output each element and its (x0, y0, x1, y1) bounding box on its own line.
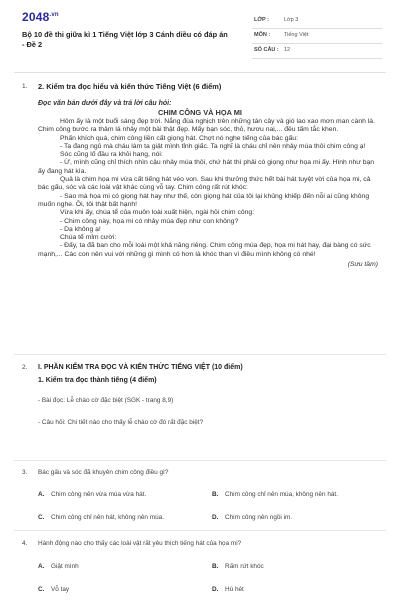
reading-text: - Bài đọc: Lễ chào cờ đặc biệt (SGK - trang 8,9) (38, 397, 174, 404)
story-source: (Sưu tầm) (347, 261, 378, 269)
page-title: Bộ 10 đề thi giữa kì 1 Tiếng Việt lớp 3 Cánh diều có đáp án - Đề 2 (22, 30, 228, 49)
meta-label: LỚP : (254, 17, 269, 23)
option-text: Vỗ tay (51, 586, 70, 593)
page-header (0, 0, 400, 62)
question-number: 3. (22, 469, 28, 476)
meta-row-subject (252, 29, 382, 44)
option-b[interactable] (212, 491, 338, 498)
story-paragraph: Sóc cũng lố đầu ra khỏi hang, nói: (60, 151, 163, 159)
option-text: Chim công chỉ nên hát, không nên múa. (51, 514, 164, 521)
question-number: 2. (22, 364, 28, 371)
story-paragraph: - Đấy, ta đã ban cho mỗi loài một khả năng riêng. Chim công múa đẹp, họa mi hát hay, đại bàng có sức mạnh,... Các con nên vui với những gì mình có hơn là khóc than vì điều mình không có nhé! (38, 242, 371, 258)
option-letter: B. (212, 563, 219, 570)
story-paragraph: Quả là chim họa mi vừa cất tiếng hát véo von. Sau khi thưởng thức hết bài hát tuyệt vời của họa mi, cả bác gấu, sóc và các loài vật khác cùng vỗ tay. Chim công rất rút khóc: (38, 176, 371, 192)
option-text: Chim công nên vừa múa vừa hát. (51, 491, 147, 498)
option-text: Chim công chỉ nên múa, không nên hát. (225, 491, 338, 498)
divider (14, 530, 386, 531)
section-subtitle: 1. Kiểm tra đọc thành tiếng (4 điểm) (38, 377, 157, 384)
section-title: I. PHẦN KIỂM TRA ĐỌC VÀ KIẾN THỨC TIẾNG VIỆT (10 điểm) (38, 364, 243, 371)
meta-value: Lớp 3 (284, 17, 299, 23)
story-text (38, 118, 378, 269)
question-text: Bác gấu và sóc đã khuyên chim công điều gì? (38, 469, 169, 476)
option-b[interactable] (212, 563, 264, 570)
option-a[interactable] (38, 563, 79, 570)
divider (14, 72, 386, 73)
story-paragraph: - Ừ, mình cũng chỉ thích nhìn cậu nhảy múa thôi, chứ hát thì phải có giọng như họa mi ấy. Hình như bạn ấy đang hát kìa. (38, 159, 375, 175)
story-title: CHIM CÔNG VÀ HỌA MI (158, 108, 242, 117)
divider (14, 354, 386, 355)
question-number: 4. (22, 540, 28, 547)
option-d[interactable] (212, 514, 292, 521)
story-paragraph: - Chim công này, họa mi có nhảy múa đẹp như con không? (60, 217, 239, 225)
option-letter: D. (212, 514, 219, 521)
option-text: Rấm rứt khóc (225, 563, 264, 570)
logo-text: 2048 (22, 10, 50, 24)
option-letter: C. (38, 514, 45, 521)
meta-row-grade (252, 14, 382, 29)
option-text: Chim công nên ngồi im. (225, 514, 293, 521)
option-d[interactable] (212, 586, 244, 593)
logo-suffix: .vn (49, 12, 59, 18)
question-text: Hành động nào cho thấy các loài vật rất yêu thích tiếng hát của họa mi? (38, 540, 242, 547)
meta-value: Tiếng Việt (284, 32, 309, 38)
option-letter: B. (212, 491, 219, 498)
story-paragraph: - Sao mà họa mi có giọng hát hay như thế, còn giọng hát của tôi lại khủng khiếp đến nỗi ai cũng không muốn nghe. Ôi, tôi thật bất hạnh! (38, 192, 370, 208)
story-paragraph: Chúa tể mỉm cười: (60, 234, 117, 242)
meta-row-count (252, 44, 382, 59)
section-title: 2. Kiểm tra đọc hiểu và kiến thức Tiếng Việt (6 điểm) (38, 82, 222, 91)
meta-value: 12 (284, 47, 291, 53)
story-paragraph: Phấn khích quá, chim công liền cất giọng hát. Chợt nó nghe tiếng của bác gấu: (60, 134, 298, 142)
option-text: Giật mình (51, 563, 79, 570)
option-letter: C. (38, 586, 45, 593)
story-paragraph: Vừa khi ấy, chúa tể của muôn loài xuất hiện, ngài hỏi chim công: (60, 209, 255, 217)
option-c[interactable] (38, 586, 69, 593)
divider (14, 460, 386, 461)
instruction: Đọc văn bản dưới đây và trả lời câu hỏi: (38, 100, 172, 107)
question-text: - Câu hỏi: Chi tiết nào cho thấy lễ chào cờ đó rất đặc biệt? (38, 419, 204, 426)
site-logo[interactable] (22, 10, 59, 24)
meta-table (252, 14, 382, 59)
option-text: Hú hét (225, 586, 244, 593)
meta-label: SỐ CÂU : (254, 47, 279, 53)
option-c[interactable] (38, 514, 164, 521)
meta-label: MÔN : (254, 32, 271, 38)
option-letter: D. (212, 586, 219, 593)
option-letter: A. (38, 563, 45, 570)
question-number: 1. (22, 83, 28, 90)
option-a[interactable] (38, 491, 146, 498)
option-letter: A. (38, 491, 45, 498)
story-paragraph: Hôm ấy là một buổi sáng đẹp trời. Nắng đùa nghịch trên những tán cây và gió lao xao mơn man cành lá. Chim công bước ra thảm lá nhảy một bài thật đẹp. Mấy bạn sóc, thỏ, hươu nai,... đều tấm tắc khen. (38, 118, 375, 134)
story-paragraph: - Dạ không ạ! (60, 225, 101, 233)
story-paragraph: - Ta đang ngủ mà cháu làm ta giật mình tỉnh giấc. Ta nghĩ là cháu chỉ nên nhảy múa thôi chim công ạ! (60, 142, 366, 150)
